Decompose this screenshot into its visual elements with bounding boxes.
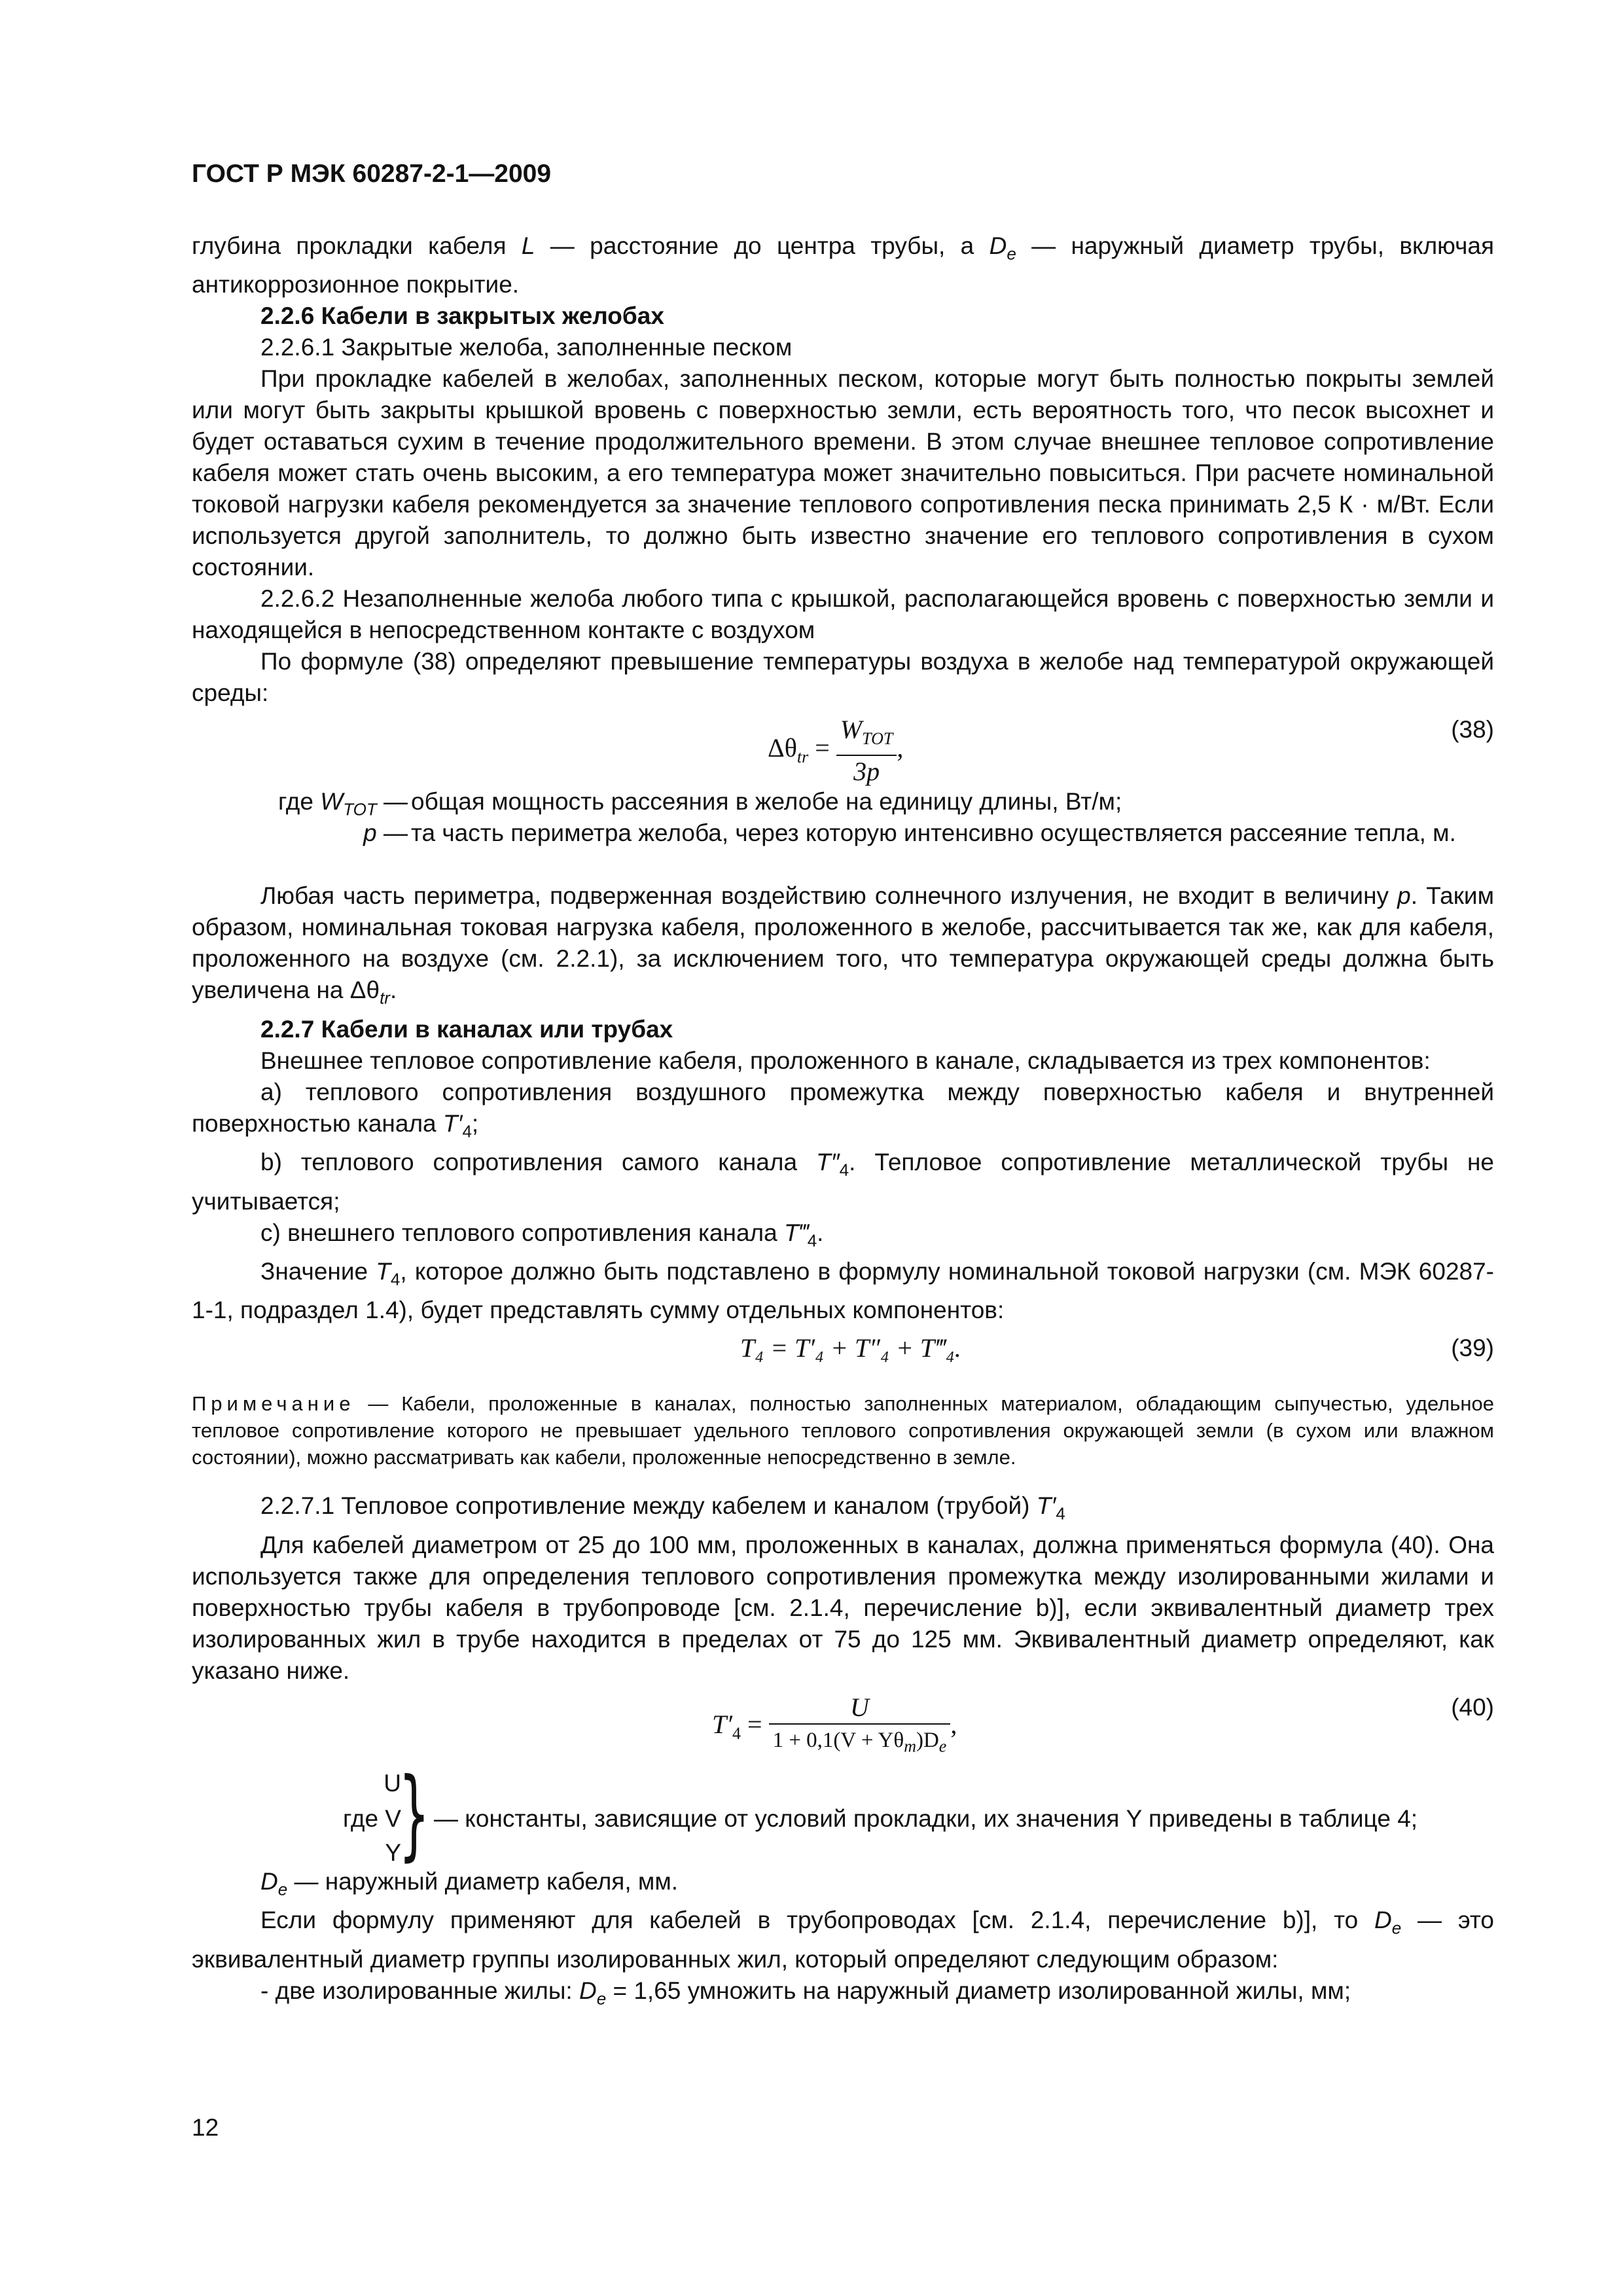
subsection-heading-2-2-6-2: 2.2.6.2 Незаполненные желоба любого типа с крышкой, располагающейся вровень с поверхностью земли и находящейся в непосредственном контакте с воздухом [192, 585, 1494, 644]
document-body [192, 230, 1494, 2014]
note: Примечание — Кабели, проложенные в каналах, полностью заполненных материалом, обладающим сыпучестью, удельное тепловое сопротивление которого не превышает удельного теплового сопротивления окружающей земли (в сухом или влажном состоянии), можно рассматривать как кабели, проложенные непосредственно в земле. [192, 1392, 1494, 1469]
formula-40-expression: $T'_4$ = $\frac{U}{1 + 0,1(V + Y\theta_m)D_e}$ , [712, 1692, 957, 1756]
paragraph-t4-sum: Значение $T_4$, которое должно быть подставлено в формулу номинальной токовой нагрузки (см. МЭК 60287-1-1, подраздел 1.4), будет представлять сумму отдельных компонентов: [192, 1257, 1494, 1324]
paragraph-solar: Любая часть периметра, подверженная воздействию солнечного излучения, не входит в величину p. Таким образом, номинальная токовая нагрузка кабеля, проложенного в желобе, рассчитывается так же, как для кабеля, проложенного на воздухе (см. 2.2.1), за исключением того, что температура окружающей среды должна быть увеличена на $\Delta\theta_{tr}$. [192, 882, 1495, 1008]
paragraph-sand-troughs: При прокладке кабелей в желобах, заполненных песком, которые могут быть полностью покрыты землей или могут быть закрыты крышкой вровень с поверхностью земли, есть вероятность того, что песок высохнет и будет оставаться сухим в течение продолжительного времени. В этом случае внешнее тепловое сопротивление кабеля может стать очень высоким, а его температура может значительно повыситься. При расчете номинальной токовой нагрузки кабеля рекомендуется за значение теплового сопротивления песка принимать 2,5 К · м/Вт. Если используется другой заполнитель, то должно быть известно значение его теплового сопротивления в сухом состоянии. [192, 365, 1494, 581]
formula-40 [192, 1687, 1494, 1764]
formula-39-expression: T₄ = T′₄ + T″₄ + T‴₄. [740, 1333, 961, 1363]
formula-40-number: (40) [1451, 1693, 1494, 1721]
paragraph-equivalent-diameter: Если формулу применяют для кабелей в трубопроводах [см. 2.1.4, перечисление b)], то $D_e$ — это эквивалентный диаметр группы изолированных жил, который определяют следующим образом: [192, 1907, 1494, 1973]
paragraph-intro: глубина прокладки кабеля L — расстояние до центра трубы, а $D_e$ — наружный диаметр трубы, включая антикоррозионное покрытие. [192, 232, 1494, 298]
formula-38 [192, 709, 1494, 786]
subsection-heading-2-2-6-1: 2.2.6.1 Закрытые желоба, заполненные песком [260, 334, 793, 361]
formula-39-number: (39) [1451, 1335, 1494, 1362]
formula-38-expression: $\Delta\theta_{tr}$ = $\frac{W_{TOT}}{3p}$ , [768, 715, 904, 787]
list-item-two-cores: - две изолированные жилы: $D_e = 1,65$ умножить на наружный диаметр изолированной жилы, мм; [260, 1977, 1351, 2008]
paragraph-components: Внешнее тепловое сопротивление кабеля, проложенного в канале, складывается из трех компонентов: [260, 1047, 1431, 1074]
where-de: $D_e$ — наружный диаметр кабеля, мм. [260, 1867, 679, 1899]
brace-symbol: } [399, 1757, 430, 1871]
list-item-b: b) теплового сопротивления самого канала $T''_4$. Тепловое сопротивление металлической трубы не учитывается; [192, 1149, 1494, 1215]
page-number: 12 [192, 2114, 219, 2141]
document-header: ГОСТ Р МЭК 60287-2-1—2009 [192, 160, 552, 188]
paragraph-formula-38-intro: По формуле (38) определяют превышение температуры воздуха в желобе над температурой окружающей среды: [192, 648, 1494, 707]
list-item-c: c) внешнего теплового сопротивления канала $T‴_4$. [260, 1219, 824, 1250]
section-heading-2-2-7: 2.2.7 Кабели в каналах или трубах [260, 1015, 673, 1043]
paragraph-formula-40-intro: Для кабелей диаметром от 25 до 100 мм, проложенных в каналах, должна применяться формула (40). Она используется также для определения теплового сопротивления промежутка между изолированными жилами и поверхностью трубы кабеля в трубопроводе [см. 2.1.4, перечисление b)], если эквивалентный диаметр трех изолированных жил в трубе находится в пределах от 75 до 125 мм. Эквивалентный диаметр определяют, как указано ниже. [192, 1531, 1494, 1684]
where-p: p — та часть периметра желоба, через которую интенсивно осуществляется рассеяние тепла, м. [363, 819, 1456, 847]
where-constants: U где V Y } — константы, зависящие от условий прокладки, их значения Y приведены в таблице 4; [343, 1757, 1418, 1871]
formula-39 [192, 1326, 1494, 1373]
formula-38-number: (38) [1451, 716, 1494, 744]
where-wtot: где $W_{TOT}$ — общая мощность рассеяния в желобе на единицу длины, Вт/м; [277, 788, 1122, 819]
note-label: Примечание [192, 1392, 355, 1416]
list-item-a: a) теплового сопротивления воздушного промежутка между поверхностью кабеля и внутренней поверхностью канала $T'_4$; [192, 1078, 1494, 1141]
section-heading-2-2-6: 2.2.6 Кабели в закрытых желобах [260, 302, 664, 330]
subsection-heading-2-2-7-1: 2.2.7.1 Тепловое сопротивление между кабелем и каналом (трубой) $T'_4$ [260, 1492, 1065, 1524]
